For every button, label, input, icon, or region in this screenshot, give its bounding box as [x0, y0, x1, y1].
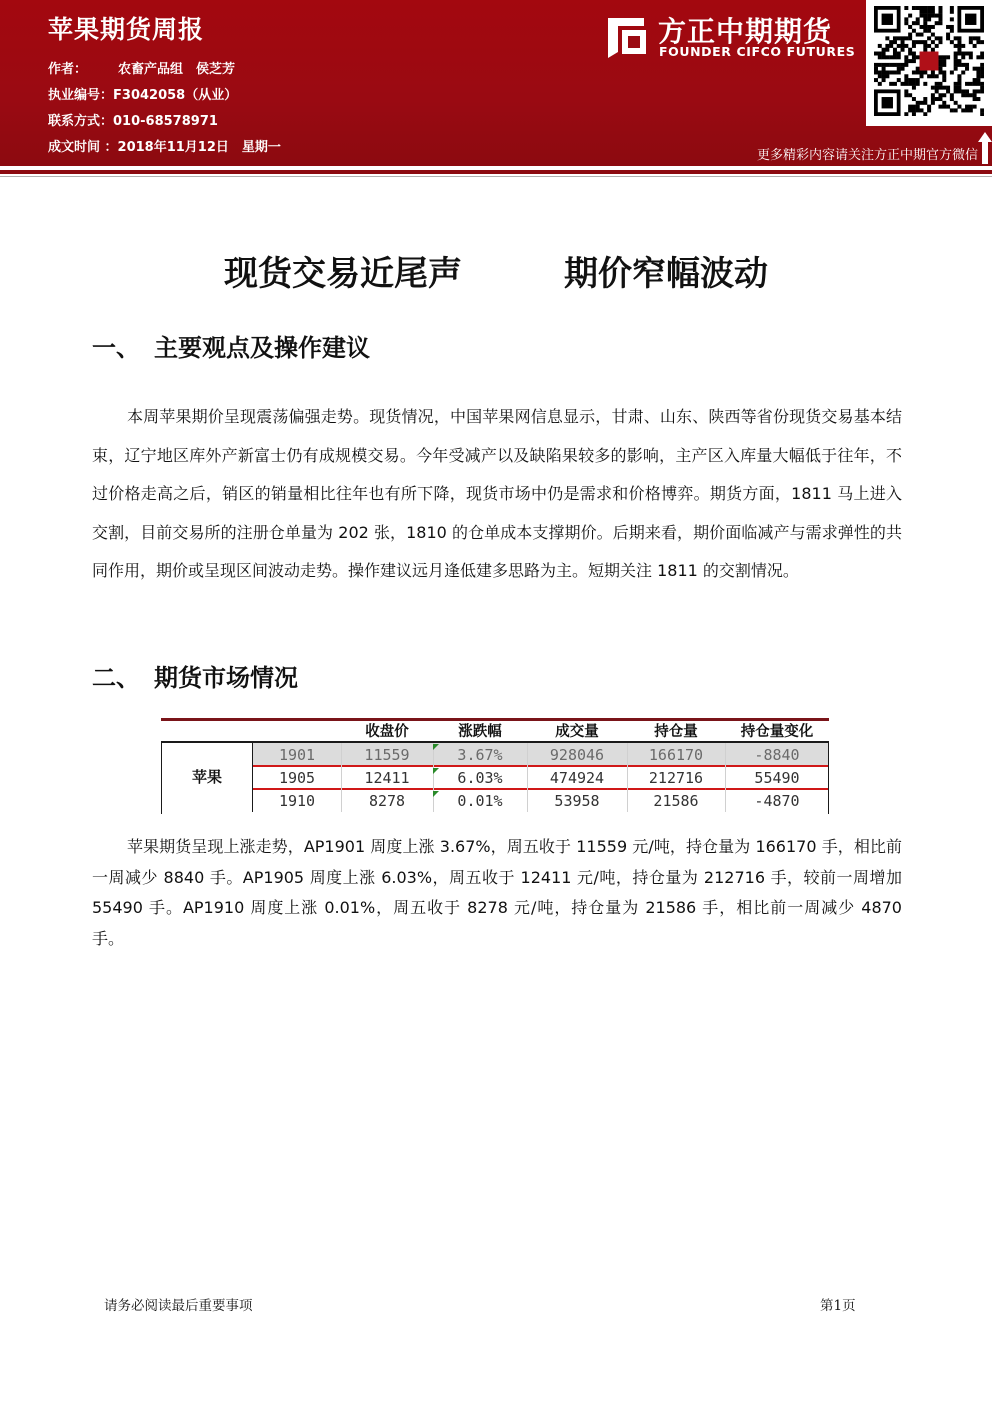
section-title: 期货市场情况	[154, 664, 298, 692]
table-cell-contract: 1905	[278, 769, 316, 787]
table-cell-close: 12411	[364, 769, 410, 787]
positive-marker-icon	[433, 791, 439, 797]
table-header-open-interest: 持仓量	[654, 724, 698, 740]
table-cell-oi-change: 55490	[754, 769, 800, 787]
date-value: 2018年11月12日 星期一	[117, 140, 281, 155]
table-cell-open-interest: 21586	[653, 792, 699, 810]
table-header-oi-change: 持仓量变化	[740, 724, 814, 740]
license-line	[48, 84, 237, 103]
table-cell-close: 11559	[364, 746, 410, 764]
document-title: 现货交易近尾声 期价窄幅波动	[224, 254, 768, 294]
section-number: 一、	[92, 334, 140, 362]
founder-logo-icon	[604, 12, 650, 58]
license-label: 执业编号：	[48, 88, 114, 103]
section-number: 二、	[92, 664, 140, 692]
logo-chinese-name: 方正中期期货	[658, 15, 833, 48]
table-cell-volume: 474924	[549, 769, 605, 787]
contact-line	[48, 110, 218, 129]
table-cell-volume: 928046	[549, 746, 605, 764]
company-logo	[598, 8, 863, 64]
table-cell-oi-change: -4870	[754, 792, 800, 810]
table-header-border	[161, 741, 829, 743]
main-view-paragraph: 本周苹果期价呈现震荡偏强走势。现货情况，中国苹果网信息显示，甘肃、山东、陕西等省份现货交易基本结束，辽宁地区库外产新富士仍有成规模交易。今年受减产以及缺陷果较多的影响，主产区入库量大幅低于往年，不过价格走高之后，销区的销量相比往年也有所下降，现货市场中仍是需求和价格博弈。期货方面，1811 马上进入交割，目前交易所的注册仓单量为 202 张，1810 的仓单成本支撑期价。后期来看，期价面临减产与需求弹性的共同作用，期价或呈现区间波动走势。操作建议远月逢低建多思路为主。短期关注 1811 的交割情况。	[92, 407, 902, 580]
qr-code[interactable]	[866, 0, 992, 126]
section-title: 主要观点及操作建议	[154, 334, 370, 362]
report-header	[0, 0, 992, 166]
positive-marker-icon	[433, 768, 439, 774]
table-cell-change-pct: 0.01%	[457, 792, 503, 810]
page-number: 第1页	[820, 1298, 856, 1314]
table-cell-close: 8278	[368, 792, 406, 810]
table-header-close: 收盘价	[365, 724, 409, 740]
table-cell-volume: 53958	[554, 792, 600, 810]
author-line	[48, 58, 235, 77]
table-header-change-pct: 涨跌幅	[458, 724, 502, 740]
follow-wechat-text: 更多精彩内容请关注方正中期官方微信	[756, 148, 978, 163]
contact-value: 010-68578971	[113, 114, 218, 129]
author-label: 作者：	[48, 62, 88, 77]
date-line	[48, 136, 281, 155]
header-divider-thin	[0, 176, 992, 177]
table-cell-open-interest: 166170	[648, 746, 704, 764]
contact-label: 联系方式：	[48, 114, 114, 129]
section-heading-1	[92, 328, 370, 363]
table-cell-open-interest: 212716	[648, 769, 704, 787]
table-cell-oi-change: -8840	[754, 746, 800, 764]
section-heading-2	[92, 658, 298, 693]
table-cell-contract: 1910	[278, 792, 316, 810]
table-cell-contract: 1901	[278, 746, 316, 764]
report-title: 苹果期货周报	[48, 15, 205, 44]
table-category-apple: 苹果	[191, 768, 222, 786]
positive-marker-icon	[433, 744, 439, 750]
qr-code-icon	[874, 6, 984, 116]
license-value: F3042058（从业）	[113, 88, 238, 103]
date-label: 成文时间 ：	[48, 140, 118, 155]
table-cell-change-pct: 6.03%	[457, 769, 503, 787]
arrow-up-icon	[978, 132, 992, 164]
market-summary-paragraph: 苹果期货呈现上涨走势，AP1901 周度上涨 3.67%，周五收于 11559 元/吨，持仓量为 166170 手，相比前一周减少 8840 手。AP1905 周度上涨 6.03%，周五收于 12411 元/吨，持仓量为 212716 手，较前一周增加 55490 手。AP1910 周度上涨 0.01%，周五收于 8278 元/吨，持仓量为 21586 手，相比前一周减少 4870 手。	[92, 837, 902, 948]
table-header-volume: 成交量	[555, 724, 599, 740]
author-value: 农畜产品组 侯芝芳	[118, 62, 236, 77]
futures-market-table	[161, 718, 829, 814]
table-cell-change-pct: 3.67%	[457, 746, 503, 764]
footer-notice: 请务必阅读最后重要事项	[104, 1298, 253, 1314]
logo-english-name: FOUNDER CIFCO FUTURES	[659, 44, 856, 59]
header-divider	[0, 170, 992, 174]
